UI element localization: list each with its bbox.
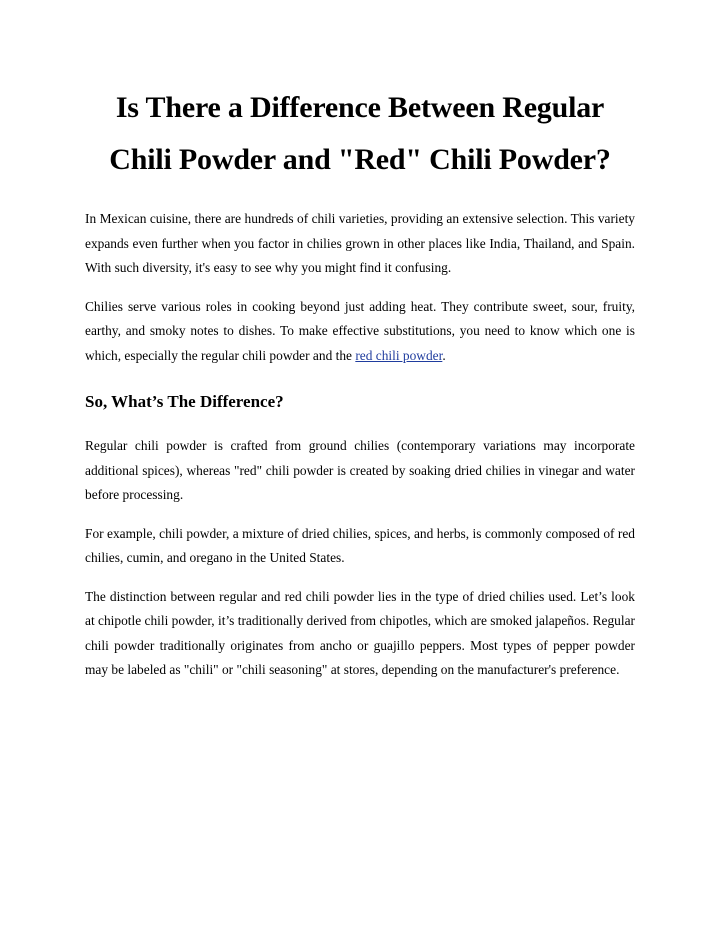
paragraph-distinction: The distinction between regular and red chili powder lies in the type of dried chilies used. Let’s look at chipotle chili powder, it’s traditionally derived from chipotles, which are smoked jalapeños. Regular chili powder traditionally originates from ancho or guajillo peppers. Most types of pepper powder may be labeled as "chili" or "chili seasoning" at stores, depending on the manufacturer's preference. xyxy=(85,588,635,677)
paragraph-example: For example, chili powder, a mixture of dried chilies, spices, and herbs, is commonly composed of red chilies, cumin, and oregano in the United States. xyxy=(85,525,635,565)
section-heading: So, What’s The Difference? xyxy=(85,392,284,411)
paragraph-crafted: Regular chili powder is crafted from ground chilies (contemporary variations may incorporate additional spices), whereas "red" chili powder is created by soaking dried chilies in vinegar and water before processing. xyxy=(85,438,635,502)
paragraph-roles-end: . xyxy=(442,347,446,363)
paragraph-roles-text: Chilies serve various roles in cooking beyond just adding heat. They contribute sweet, sour, fruity, earthy, and smoky notes to dishes. To make effective substitutions, you need to know which one is which, especially the regular chili powder and the xyxy=(85,298,635,363)
page-title xyxy=(85,0,635,186)
title-line-1: Is There a Difference Between Regular xyxy=(115,91,605,124)
title-line-2: Chili Powder and "Red" Chili Powder? xyxy=(109,143,611,176)
red-chili-powder-link[interactable]: red chili powder xyxy=(355,347,443,363)
paragraph-intro: In Mexican cuisine, there are hundreds of chili varieties, providing an extensive selection. This variety expands even further when you factor in chilies grown in other places like India, Thailand, and Spain. With such diversity, it's easy to see why you might find it confusing. xyxy=(85,211,635,275)
paragraph-roles xyxy=(85,295,635,369)
